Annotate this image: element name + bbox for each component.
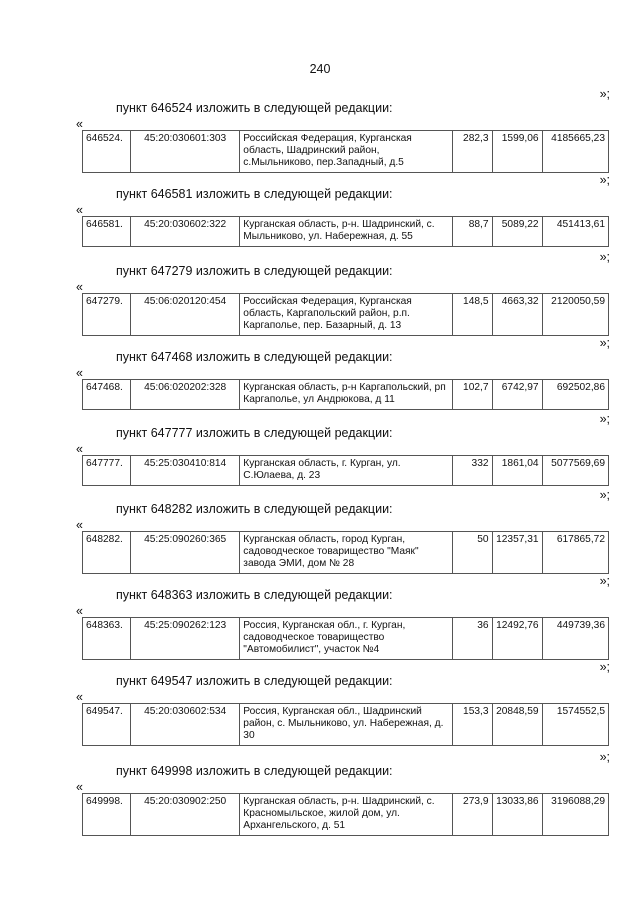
area: 50 — [452, 532, 492, 574]
unit-price: 20848,59 — [492, 704, 542, 746]
amendment-heading: пункт 646581 изложить в следующей редакции: — [116, 187, 393, 201]
cadastral-number: 45:06:020202:328 — [131, 380, 240, 410]
closing-quote: »; — [599, 574, 610, 588]
amendment-heading: пункт 648363 изложить в следующей редакции: — [116, 588, 393, 602]
item-number: 649547. — [83, 704, 131, 746]
property-table — [82, 793, 609, 836]
item-number: 648363. — [83, 618, 131, 660]
property-table — [82, 216, 609, 247]
cadastral-cost: 2120050,59 — [542, 294, 608, 336]
item-number: 648282. — [83, 532, 131, 574]
cadastral-cost: 617865,72 — [542, 532, 608, 574]
area: 332 — [452, 456, 492, 486]
unit-price: 12357,31 — [492, 532, 542, 574]
address: Курганская область, город Курган, садоводческое товарищество "Маяк" завода ЭМИ, дом № 28 — [240, 532, 452, 574]
closing-quote: »; — [599, 250, 610, 264]
address: Курганская область, г. Курган, ул. С.Юлаева, д. 23 — [240, 456, 452, 486]
cadastral-cost: 4185665,23 — [542, 131, 608, 173]
cadastral-number: 45:06:020120:454 — [131, 294, 240, 336]
property-table — [82, 703, 609, 746]
address: Российская Федерация, Курганская область, Каргапольский район, р.п. Каргаполье, пер. Базарный, д. 13 — [240, 294, 452, 336]
unit-price: 6742,97 — [492, 380, 542, 410]
closing-quote: »; — [599, 87, 610, 101]
property-table — [82, 617, 609, 660]
item-number: 646581. — [83, 217, 131, 247]
table-row — [83, 217, 609, 247]
amendment-heading: пункт 647777 изложить в следующей редакции: — [116, 426, 393, 440]
closing-quote: »; — [599, 488, 610, 502]
table-row — [83, 380, 609, 410]
area: 153,3 — [452, 704, 492, 746]
amendment-heading: пункт 647279 изложить в следующей редакции: — [116, 264, 393, 278]
address: Курганская область, р-н. Шадринский, с. Красномыльское, жилой дом, ул. Архангельского, д. 51 — [240, 794, 452, 836]
address: Курганская область, р-н Каргапольский, рп Каргаполье, ул Андрюкова, д 11 — [240, 380, 452, 410]
area: 282,3 — [452, 131, 492, 173]
amendment-heading: пункт 646524 изложить в следующей редакции: — [116, 101, 393, 115]
unit-price: 1599,06 — [492, 131, 542, 173]
closing-quote: »; — [599, 173, 610, 187]
cadastral-number: 45:25:030410:814 — [131, 456, 240, 486]
cadastral-number: 45:25:090262:123 — [131, 618, 240, 660]
property-table — [82, 293, 609, 336]
item-number: 647279. — [83, 294, 131, 336]
item-number: 647468. — [83, 380, 131, 410]
unit-price: 1861,04 — [492, 456, 542, 486]
address: Россия, Курганская обл., Шадринский район, с. Мыльниково, ул. Набережная, д. 30 — [240, 704, 452, 746]
cadastral-number: 45:20:030602:534 — [131, 704, 240, 746]
unit-price: 12492,76 — [492, 618, 542, 660]
table-row — [83, 704, 609, 746]
opening-quote: « — [76, 604, 83, 618]
item-number: 646524. — [83, 131, 131, 173]
cadastral-cost: 5077569,69 — [542, 456, 608, 486]
amendment-heading: пункт 649998 изложить в следующей редакции: — [116, 764, 393, 778]
area: 102,7 — [452, 380, 492, 410]
property-table — [82, 130, 609, 173]
cadastral-cost: 3196088,29 — [542, 794, 608, 836]
opening-quote: « — [76, 690, 83, 704]
cadastral-number: 45:20:030902:250 — [131, 794, 240, 836]
area: 148,5 — [452, 294, 492, 336]
opening-quote: « — [76, 518, 83, 532]
address: Россия, Курганская обл., г. Курган, садоводческое товарищество "Автомобилист", участок №4 — [240, 618, 452, 660]
opening-quote: « — [76, 280, 83, 294]
area: 88,7 — [452, 217, 492, 247]
address: Курганская область, р-н. Шадринский, с. Мыльниково, ул. Набережная, д. 55 — [240, 217, 452, 247]
amendment-heading: пункт 648282 изложить в следующей редакции: — [116, 502, 393, 516]
table-row — [83, 294, 609, 336]
amendment-heading: пункт 647468 изложить в следующей редакции: — [116, 350, 393, 364]
amendment-heading: пункт 649547 изложить в следующей редакции: — [116, 674, 393, 688]
table-row — [83, 456, 609, 486]
closing-quote: »; — [599, 750, 610, 764]
opening-quote: « — [76, 117, 83, 131]
property-table — [82, 455, 609, 486]
area: 273,9 — [452, 794, 492, 836]
item-number: 647777. — [83, 456, 131, 486]
cadastral-cost: 449739,36 — [542, 618, 608, 660]
closing-quote: »; — [599, 336, 610, 350]
cadastral-number: 45:20:030601:303 — [131, 131, 240, 173]
cadastral-cost: 1574552,5 — [542, 704, 608, 746]
unit-price: 13033,86 — [492, 794, 542, 836]
opening-quote: « — [76, 442, 83, 456]
closing-quote: »; — [599, 660, 610, 674]
cadastral-cost: 692502,86 — [542, 380, 608, 410]
page-number: 240 — [309, 62, 331, 76]
address: Российская Федерация, Курганская область, Шадринский район, с.Мыльниково, пер.Западный, д.5 — [240, 131, 452, 173]
opening-quote: « — [76, 780, 83, 794]
unit-price: 5089,22 — [492, 217, 542, 247]
cadastral-number: 45:25:090260:365 — [131, 532, 240, 574]
property-table — [82, 379, 609, 410]
table-row — [83, 618, 609, 660]
table-row — [83, 794, 609, 836]
closing-quote: »; — [599, 412, 610, 426]
item-number: 649998. — [83, 794, 131, 836]
table-row — [83, 131, 609, 173]
cadastral-number: 45:20:030602:322 — [131, 217, 240, 247]
area: 36 — [452, 618, 492, 660]
table-row — [83, 532, 609, 574]
opening-quote: « — [76, 366, 83, 380]
property-table — [82, 531, 609, 574]
opening-quote: « — [76, 203, 83, 217]
cadastral-cost: 451413,61 — [542, 217, 608, 247]
unit-price: 4663,32 — [492, 294, 542, 336]
